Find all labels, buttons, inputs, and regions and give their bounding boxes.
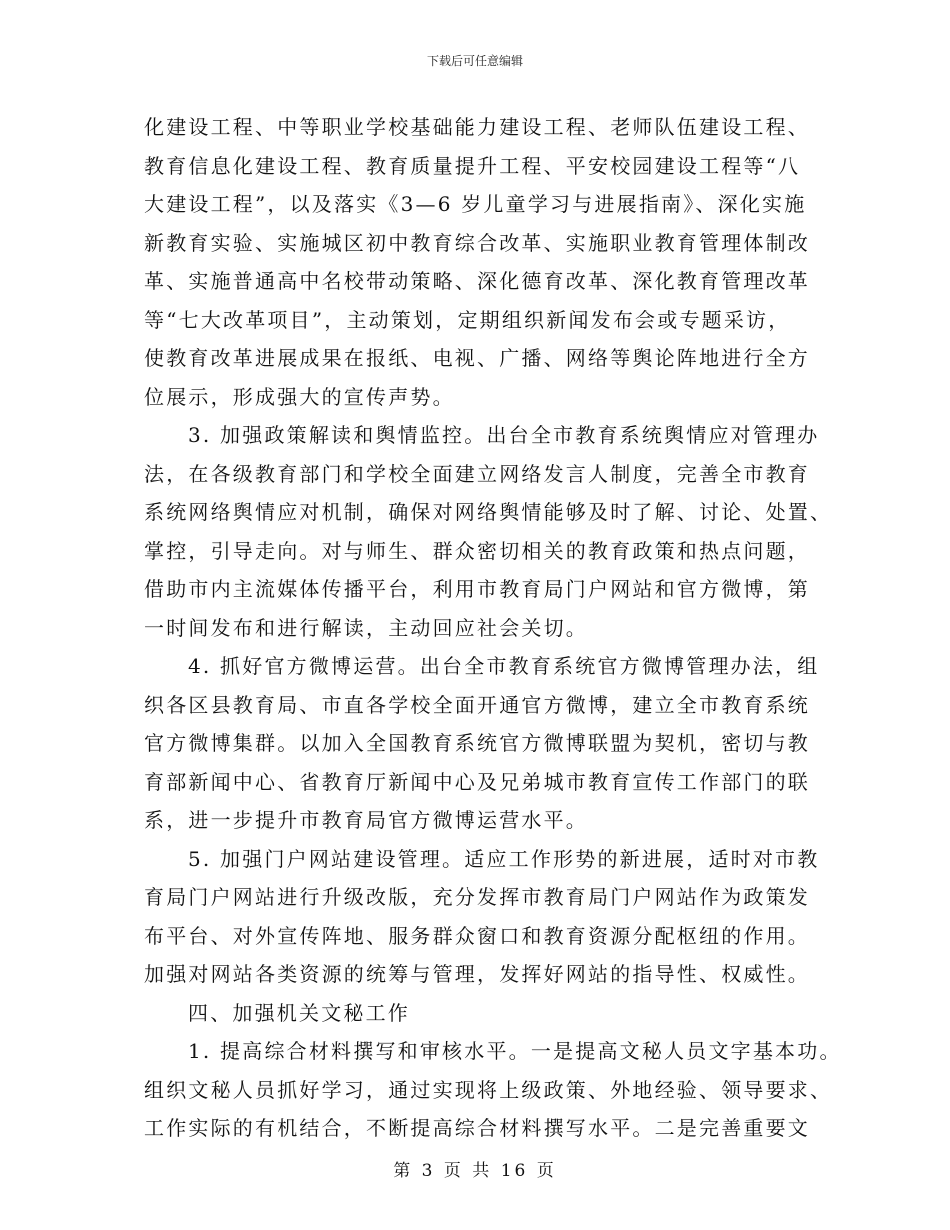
text-line: 组织文秘人员抓好学习，通过实现将上级政策、外地经验、领导要求、 [144,1077,833,1102]
text-line: 一时间发布和进行解读，主动回应社会关切。 [144,615,588,640]
text-line: 革、实施普通高中名校带动策略、深化德育改革、深化教育管理改革 [144,269,810,293]
paragraph-start-line: 3. 加强政策解读和舆情监控。出台全市教育系统舆情应对管理办 [188,423,820,447]
text-line: 大建设工程”，以及落实《3—6 岁儿童学习与进展指南》、深化实施 [144,192,807,216]
text-line: 育局门户网站进行升级改版，充分发挥市教育局门户网站作为政策发 [144,885,810,909]
paragraph-start-line: 4. 抓好官方微博运营。出台全市教育系统官方微博管理办法，组 [188,654,820,678]
text-line: 使教育改革进展成果在报纸、电视、广播、网络等舆论阵地进行全方 [144,346,810,370]
text-line: 化建设工程、中等职业学校基础能力建设工程、老师队伍建设工程、 [144,115,810,139]
text-line: 法，在各级教育部门和学校全面建立网络发言人制度，完善全市教育 [144,461,810,486]
text-line: 布平台、对外宣传阵地、服务群众窗口和教育资源分配枢纽的作用。 [144,923,810,948]
document-body [144,108,842,1148]
text-line: 加强对网站各类资源的统筹与管理，发挥好网站的指导性、权威性。 [144,962,810,986]
text-line: 织各区县教育局、市直各学校全面开通官方微博，建立全市教育系统 [144,692,810,717]
text-line: 工作实际的有机结合，不断提高综合材料撰写水平。二是完善重要文 [144,1116,810,1140]
text-line: 位展示，形成强大的宣传声势。 [144,384,455,409]
text-line: 教育信息化建设工程、教育质量提升工程、平安校园建设工程等“八 [144,153,801,178]
section-heading: 四、加强机关文秘工作 [188,1000,410,1025]
text-line: 掌控，引导走向。对与师生、群众密切相关的教育政策和热点问题， [144,538,810,563]
text-line: 系统网络舆情应对机制，确保对网络舆情能够及时了解、讨论、处置、 [144,500,833,524]
text-line: 系，进一步提升市教育局官方微博运营水平。 [144,808,588,832]
text-line: 新教育实验、实施城区初中教育综合改革、实施职业教育管理体制改 [144,230,810,255]
page-header: 下载后可任意编辑 [426,54,523,68]
page-footer: 第 3 页 共 16 页 [393,1161,557,1181]
text-line: 育部新闻中心、省教育厅新闻中心及兄弟城市教育宣传工作部门的联 [144,769,810,794]
paragraph-start-line: 1. 提高综合材料撰写和审核水平。一是提高文秘人员文字基本功。 [188,1039,842,1063]
text-line: 官方微博集群。以加入全国教育系统官方微博联盟为契机，密切与教 [144,731,810,755]
paragraph-start-line: 5. 加强门户网站建设管理。适应工作形势的新进展，适时对市教 [188,846,820,871]
text-line: 借助市内主流媒体传播平台，利用市教育局门户网站和官方微博，第 [144,577,810,601]
text-line: 等“七大改革项目”，主动策划，定期组织新闻发布会或专题采访， [144,307,791,332]
